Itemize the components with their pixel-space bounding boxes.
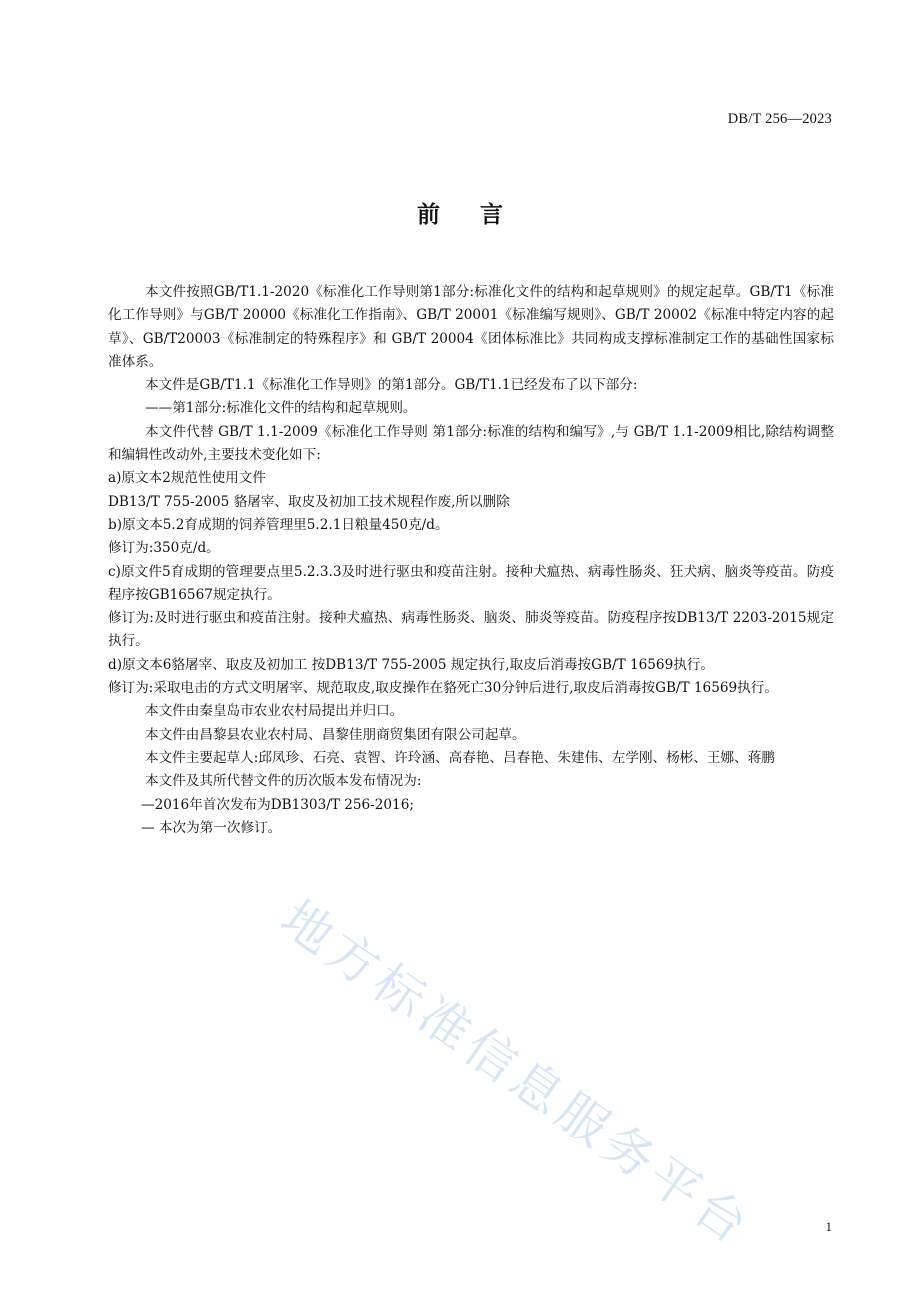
paragraph-history-current: — 本次为第一次修订。 [141, 819, 282, 836]
paragraph-drafters: 本文件主要起草人:邱凤珍、石亮、袁智、许玲涵、高春艳、吕春艳、朱建伟、左学刚、杨彬、王娜、蒋鹏 [145, 749, 775, 766]
paragraph-history-2016: —2016年首次发布为DB1303/T 256-2016; [141, 796, 414, 813]
paragraph-change-a-detail: DB13/T 755-2005 貉屠宰、取皮及初加工技术规程作废,所以删除 [108, 493, 510, 510]
document-code: DB/T 256—2023 [727, 111, 832, 127]
page-title: 前言 [417, 202, 543, 228]
watermark-logo: 地方标准信息服务平台 [270, 889, 763, 1258]
paragraph-change-b: b)原文本5.2育成期的饲养管理里5.2.1日粮量450克/d。 [108, 516, 449, 533]
preface-body [108, 281, 834, 840]
paragraph-change-c: c)原文件5育成期的管理要点里5.2.3.3及时进行驱虫和疫苗注射。接种犬瘟热、病毒性肠炎、狂犬病、脑炎等疫苗。防疫程序按GB16567规定执行。 [108, 563, 834, 603]
paragraph-history: 本文件及其所代替文件的历次版本发布情况为: [145, 773, 422, 790]
paragraph-proposer: 本文件由秦皇岛市农业农村局提出并归口。 [145, 703, 404, 720]
paragraph-change-b-revised: 修订为:350克/d。 [108, 540, 220, 557]
paragraph-change-c-revised: 修订为:及时进行驱虫和疫苗注射。接种犬瘟热、病毒性肠炎、脑炎、肺炎等疫苗。防疫程序按DB13/T 2203-2015规定执行。 [108, 610, 834, 650]
paragraph-change-d-revised: 修订为:采取电击的方式文明屠宰、规范取皮,取皮操作在貉死亡30分钟后进行,取皮后消毒按GB/T 16569执行。 [108, 680, 778, 697]
paragraph-replaces: 本文件代替 GB/T 1.1-2009《标准化工作导则 第1部分:标准的结构和编写》,与 GB/T 1.1-2009相比,除结构调整和编辑性改动外,主要技术变化如下: [108, 423, 834, 464]
paragraph-part-1: ——第1部分:标准化文件的结构和起草规则。 [145, 400, 417, 417]
paragraph-change-d: d)原文本6貉屠宰、取皮及初加工 按DB13/T 755-2005 规定执行,取皮后消毒按GB/T 16569执行。 [108, 656, 714, 673]
paragraph-change-a: a)原文本2规范性使用文件 [108, 470, 266, 487]
page-number: 1 [825, 1219, 832, 1234]
paragraph-part-info: 本文件是GB/T1.1《标准化工作导则》的第1部分。GB/T1.1已经发布了以下部分: [145, 377, 638, 394]
paragraph-drafting-basis: 本文件按照GB/T1.1-2020《标准化工作导则第1部分:标准化文件的结构和起草规则》的规定起草。GB/T1《标准化工作导则》与GB/T 20000《标准化工作指南》、GB/T 20001《标准编写规则》、GB/T 20002《标准中特定内容的起草》、GB/T20003《标准制定的特殊程序》和 GB/T 20004《团体标准比》共同构成支撑标准制定工作的基础性国家标准体系。 [108, 284, 834, 370]
paragraph-drafting-units: 本文件由昌黎县农业农村局、昌黎佳朋商贸集团有限公司起草。 [145, 726, 526, 743]
